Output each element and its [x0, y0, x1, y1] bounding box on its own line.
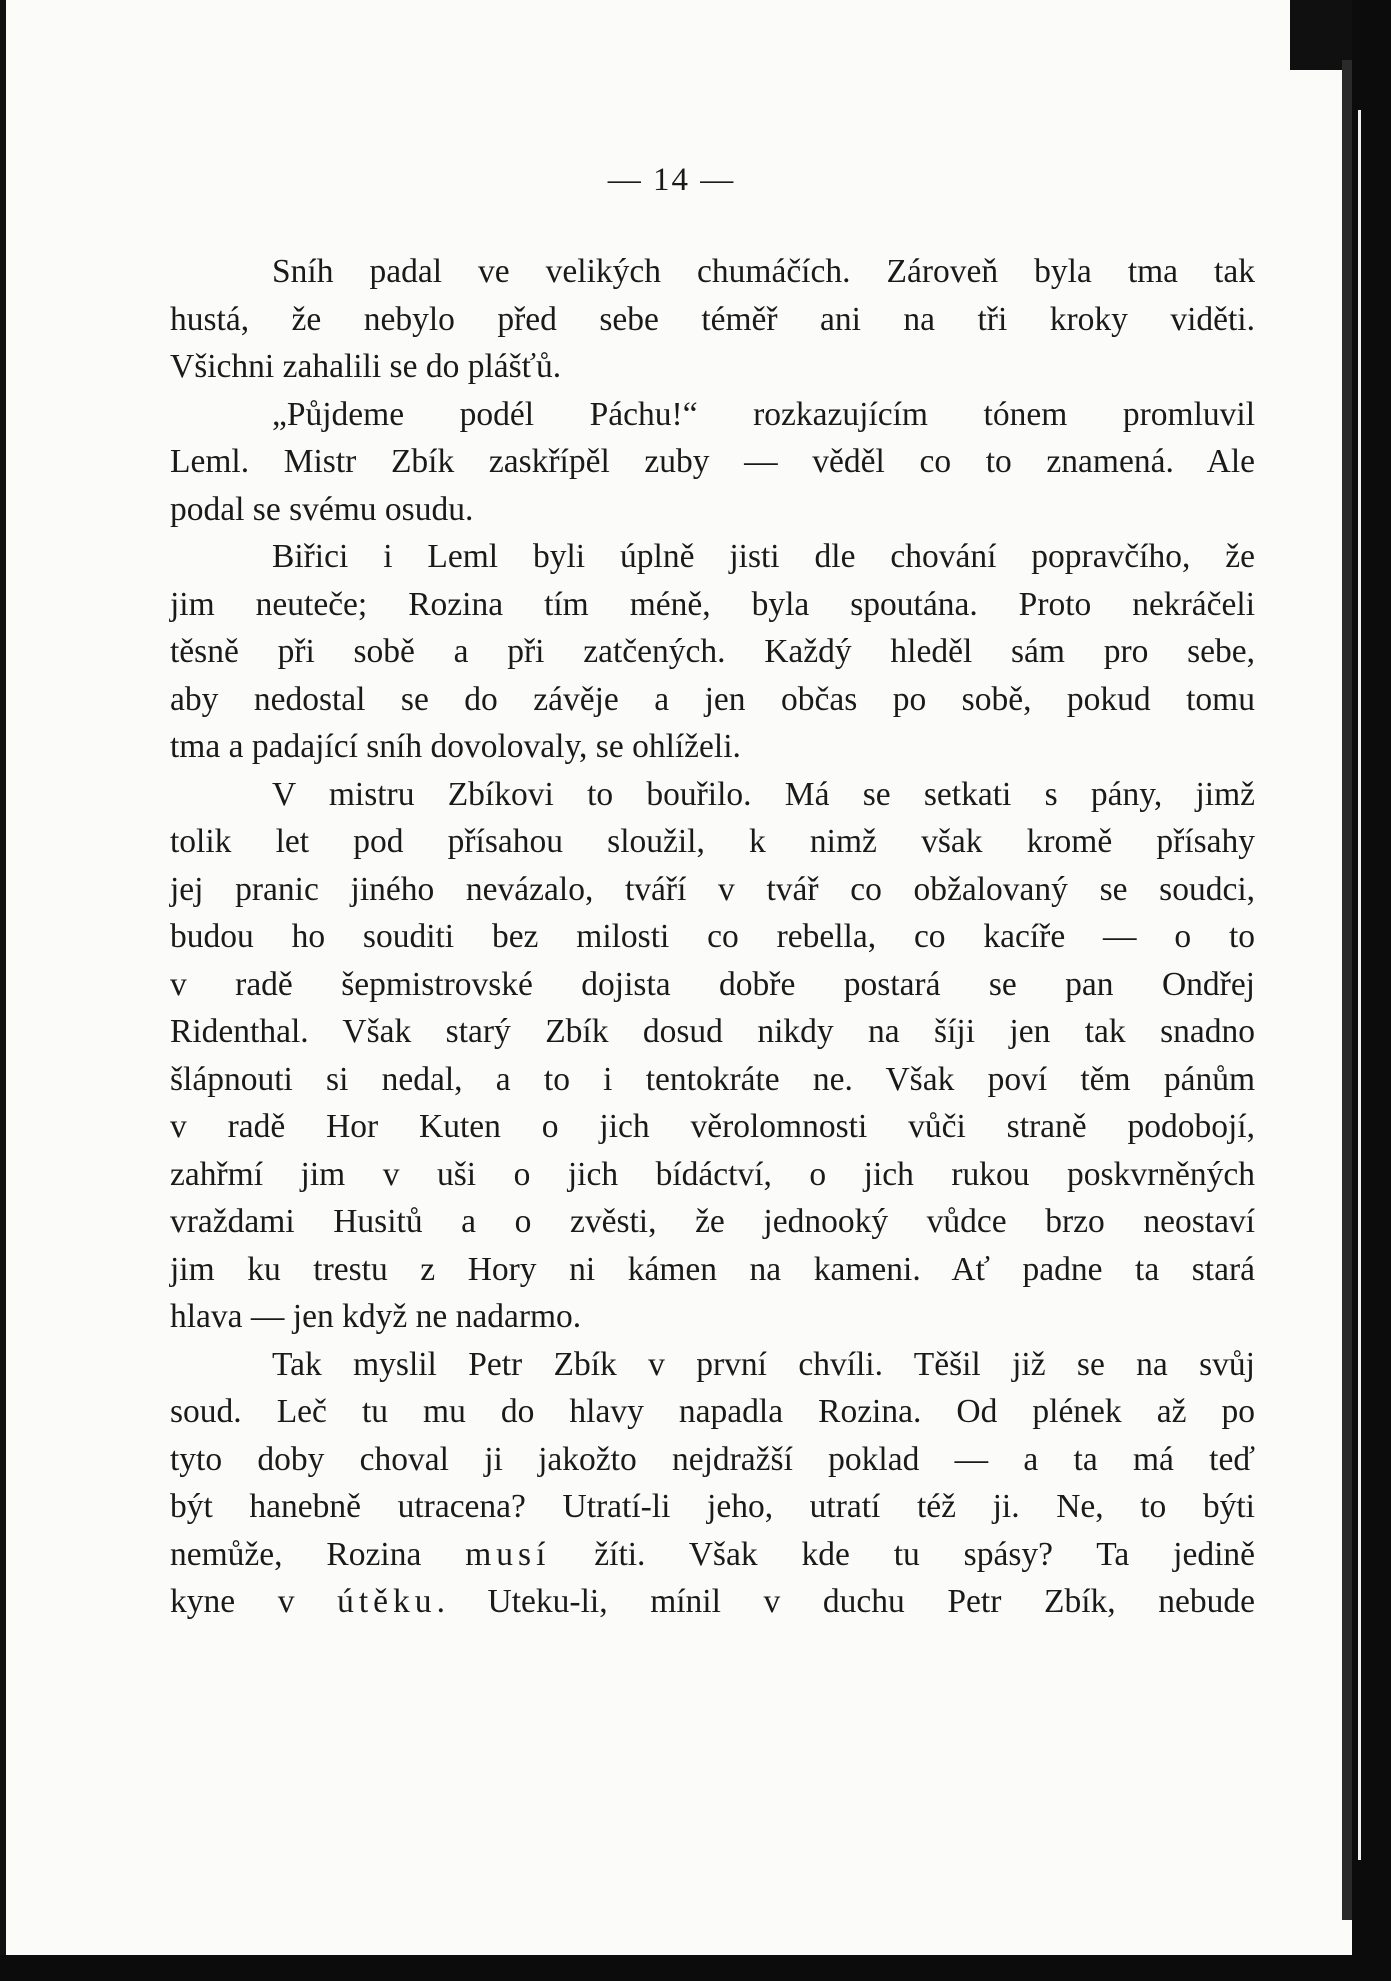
page-fold-line — [1358, 110, 1361, 1860]
text-line: podal se svému osudu. — [170, 490, 474, 528]
text-line: Biřici i Leml byli úplně jisti dle chování popravčího, že — [272, 538, 1255, 575]
emphasis-text: musí — [465, 1535, 551, 1573]
text-line: být hanebně utracena? Utratí-li jeho, utratí též ji. Ne, to býti — [170, 1488, 1255, 1525]
text-line — [170, 1531, 1255, 1579]
text-line: v radě Hor Kuten o jich věrolomnosti vůči straně podobojí, — [170, 1108, 1255, 1145]
page-number: — 14 — — [607, 162, 736, 198]
text-line: šlápnouti si nedal, a to i tentokráte ne. Však poví těm pánům — [170, 1060, 1255, 1098]
text-line: tolik let pod přísahou sloužil, k nimž však kromě přísahy — [170, 823, 1255, 860]
text-line: V mistru Zbíkovi to bouřilo. Má se setkati s pány, jimž — [272, 775, 1255, 813]
text-fragment: nemůže, Rozina — [170, 1535, 466, 1573]
text-fragment: kyne v — [170, 1583, 338, 1620]
text-line: Ridenthal. Však starý Zbík dosud nikdy na šíji jen tak snadno — [170, 1013, 1255, 1050]
text-line: Tak myslil Petr Zbík v první chvíli. Těšil již se na svůj — [272, 1345, 1255, 1383]
body-text — [170, 248, 1255, 1626]
text-line: Všichni zahalili se do plášťů. — [170, 348, 562, 385]
scan-edge-left — [0, 0, 6, 1981]
scan-edge-shadow — [1342, 60, 1352, 1920]
text-line: jim ku trestu z Hory ni kámen na kameni. Ať padne ta stará — [170, 1250, 1255, 1288]
text-line: Leml. Mistr Zbík zaskřípěl zuby — věděl co to znamená. Ale — [170, 443, 1255, 480]
emphasis-text: útěku — [337, 1583, 437, 1620]
text-line: „Půjdeme podél Páchu!“ rozkazujícím tónem promluvil — [272, 395, 1255, 433]
text-line — [170, 1578, 1255, 1626]
text-line: aby nedostal se do závěje a jen občas po sobě, pokud tomu — [170, 680, 1255, 718]
text-line: hustá, že nebylo před sebe téměř ani na tři kroky viděti. — [170, 300, 1255, 338]
text-fragment: . Uteku-li, mínil v duchu Petr Zbík, nebude — [436, 1583, 1255, 1620]
text-line: budou ho souditi bez milosti co rebella, co kacíře — o to — [170, 918, 1255, 955]
text-line: jim neuteče; Rozina tím méně, byla spoutána. Proto nekráčeli — [170, 585, 1255, 623]
text-line: tma a padající sníh dovolovaly, se ohlíželi. — [170, 728, 741, 765]
text-line: hlava — jen když ne nadarmo. — [170, 1298, 582, 1335]
text-line: vraždami Husitů a o zvěsti, že jednooký vůdce brzo neostaví — [170, 1203, 1255, 1240]
text-line: tyto doby choval ji jakožto nejdražší poklad — a ta má teď — [170, 1440, 1255, 1478]
text-line: jej pranic jiného nevázalo, tváří v tvář co obžalovaný se soudci, — [170, 870, 1255, 908]
text-line: těsně při sobě a při zatčených. Každý hleděl sám pro sebe, — [170, 633, 1255, 670]
text-line: soud. Leč tu mu do hlavy napadla Rozina. Od plének až po — [170, 1393, 1255, 1430]
text-line: v radě šepmistrovské dojista dobře postará se pan Ondřej — [170, 965, 1255, 1003]
text-line: Sníh padal ve velikých chumáčích. Zároveň byla tma tak — [272, 253, 1255, 290]
text-fragment: žíti. Však kde tu spásy? Ta jedině — [550, 1535, 1255, 1573]
scan-edge-bottom — [0, 1955, 1391, 1981]
text-line: zahřmí jim v uši o jich bídáctví, o jich rukou poskvrněných — [170, 1155, 1255, 1193]
